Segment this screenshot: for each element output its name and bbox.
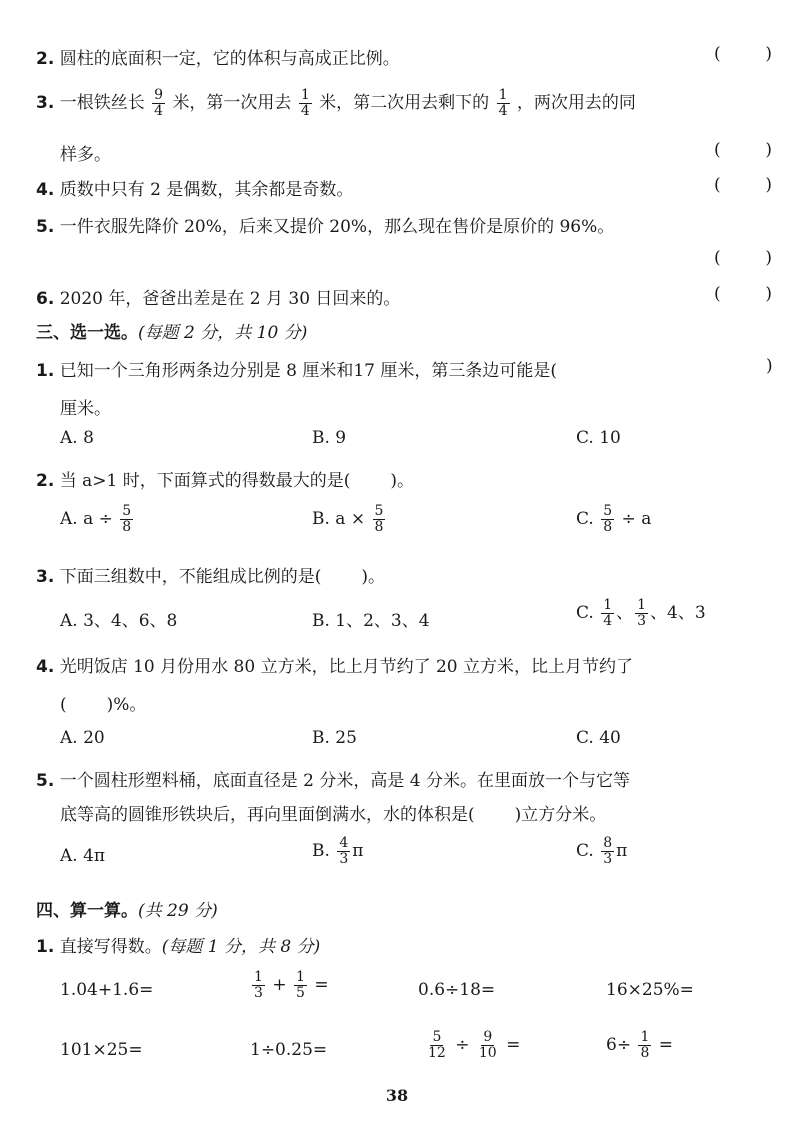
expression: $\frac{5}{12}$ ÷ $\frac{9}{10}$ = xyxy=(428,1029,521,1061)
question-text: 直接写得数。 xyxy=(59,937,162,957)
option-c[interactable]: C. $\frac{1}{4}$ 、 $\frac{1}{3}$ 、4、3 xyxy=(576,597,706,629)
section-heading: 四、算一算。 xyxy=(36,901,138,921)
calc-question-1 xyxy=(36,932,320,957)
option-b[interactable]: B. 9 xyxy=(312,428,347,448)
tf-question-4 xyxy=(36,175,353,200)
expression: 6÷ $\frac{1}{8}$ = xyxy=(606,1029,674,1061)
fraction: $\frac{4}{3}$ xyxy=(339,835,349,867)
question-text: 当 a>1 时，下面算式的得数最大的是( xyxy=(59,471,351,491)
tf-question-6 xyxy=(36,284,400,309)
choice-question-2 xyxy=(36,466,414,491)
fraction: $\frac{8}{3}$ xyxy=(603,835,613,867)
fraction: $\frac{1}{4}$ xyxy=(498,87,508,119)
tf-question-3 xyxy=(36,88,636,119)
question-number: 3. xyxy=(36,93,55,113)
question-text: 圆柱的底面积一定，它的体积与高成正比例。 xyxy=(59,49,400,69)
question-number: 3. xyxy=(36,567,55,587)
fraction: $\frac{5}{8}$ xyxy=(603,503,613,535)
option-a[interactable]: A. a ÷ $\frac{5}{8}$ xyxy=(60,503,132,535)
option-b[interactable]: B. a × $\frac{5}{8}$ xyxy=(312,503,384,535)
option-b[interactable]: B. 25 xyxy=(312,728,357,748)
question-number: 5. xyxy=(36,771,55,791)
option-c[interactable]: C. 10 xyxy=(576,428,621,448)
choice-question-1 xyxy=(36,356,557,381)
question-number: 4. xyxy=(36,657,55,677)
fraction: $\frac{9}{10}$ xyxy=(478,1029,497,1061)
fraction: $\frac{5}{12}$ xyxy=(428,1029,446,1061)
tf-question-5 xyxy=(36,212,614,237)
close-paren: )。 xyxy=(390,471,414,491)
question-continuation: 底等高的圆锥形铁块后，再向里面倒满水，水的体积是( )立方分米。 xyxy=(60,805,607,825)
question-number: 1. xyxy=(36,361,55,381)
section-title xyxy=(36,318,307,343)
option-c[interactable]: C. $\frac{5}{8}$ ÷ a xyxy=(576,503,652,535)
fraction: $\frac{1}{8}$ xyxy=(640,1029,650,1061)
question-text: 米，第一次用去 xyxy=(172,93,292,113)
option-a[interactable]: A. 20 xyxy=(60,728,105,748)
tf-question-2 xyxy=(36,44,400,69)
choice-question-4 xyxy=(36,652,633,677)
close-paren: )。 xyxy=(361,567,385,587)
question-text: 一件衣服先降价 20%，后来又提价 20%，那么现在售价是原价的 96%。 xyxy=(59,217,615,237)
section-hint: (每题 2 分，共 10 分) xyxy=(138,323,308,343)
section-title xyxy=(36,896,218,921)
question-number: 2. xyxy=(36,471,55,491)
option-a[interactable]: A. 8 xyxy=(60,428,94,448)
page-number: 38 xyxy=(385,1086,409,1105)
option-c[interactable]: C. $\frac{8}{3}$ π xyxy=(576,835,628,867)
option-a[interactable]: A. 4π xyxy=(60,846,106,866)
question-number: 4. xyxy=(36,180,55,200)
fraction: $\frac{9}{4}$ xyxy=(154,87,164,119)
question-text: 光明饭店 10 月份用水 80 立方米，比上月节约了 20 立方米，比上月节约了 xyxy=(59,657,634,677)
question-number: 2. xyxy=(36,49,55,69)
close-paren: ) xyxy=(766,356,773,376)
question-number: 1. xyxy=(36,937,55,957)
question-text: 质数中只有 2 是偶数，其余都是奇数。 xyxy=(59,180,354,200)
question-text: 米，第二次用去剩下的 xyxy=(319,93,490,113)
question-text: 一个圆柱形塑料桶，底面直径是 2 分米，高是 4 分米。在里面放一个与它等 xyxy=(59,771,630,791)
option-b[interactable]: B. $\frac{4}{3}$ π xyxy=(312,835,364,867)
question-text: 已知一个三角形两条边分别是 8 厘米和17 厘米，第三条边可能是( xyxy=(59,361,557,381)
question-number: 5. xyxy=(36,217,55,237)
fraction: $\frac{5}{8}$ xyxy=(374,503,384,535)
expression: 1.04+1.6= xyxy=(60,980,154,1000)
question-continuation: 样多。 xyxy=(60,145,111,165)
question-text: 一根铁丝长 xyxy=(59,93,145,113)
fraction: $\frac{1}{5}$ xyxy=(295,969,305,1001)
question-text: ，两次用去的同 xyxy=(516,93,636,113)
question-number: 6. xyxy=(36,289,55,309)
question-hint: (每题 1 分，共 8 分) xyxy=(161,937,321,957)
option-c[interactable]: C. 40 xyxy=(576,728,621,748)
fraction: $\frac{1}{4}$ xyxy=(300,87,310,119)
choice-question-3 xyxy=(36,562,385,587)
question-continuation: 厘米。 xyxy=(60,399,111,419)
question-text: 2020 年，爸爸出差是在 2 月 30 日回来的。 xyxy=(59,289,401,309)
section-hint: (共 29 分) xyxy=(138,901,218,921)
fraction: $\frac{1}{4}$ xyxy=(603,597,613,629)
question-continuation: ( )%。 xyxy=(60,695,147,715)
expression: 16×25%= xyxy=(606,980,694,1000)
choice-question-5 xyxy=(36,766,630,791)
expression: 101×25= xyxy=(60,1040,143,1060)
option-b[interactable]: B. 1、2、3、4 xyxy=(312,611,430,631)
fraction: $\frac{1}{3}$ xyxy=(254,969,263,1001)
option-a[interactable]: A. 3、4、6、8 xyxy=(60,611,178,631)
expression: 0.6÷18= xyxy=(418,980,496,1000)
question-text: 下面三组数中，不能组成比例的是( xyxy=(59,567,322,587)
fraction: $\frac{1}{3}$ xyxy=(637,597,647,629)
expression: $\frac{1}{3}$ + $\frac{1}{5}$ = xyxy=(254,969,329,1001)
section-heading: 三、选一选。 xyxy=(36,323,138,343)
expression: 1÷0.25= xyxy=(250,1040,328,1060)
fraction: $\frac{5}{8}$ xyxy=(122,503,132,535)
